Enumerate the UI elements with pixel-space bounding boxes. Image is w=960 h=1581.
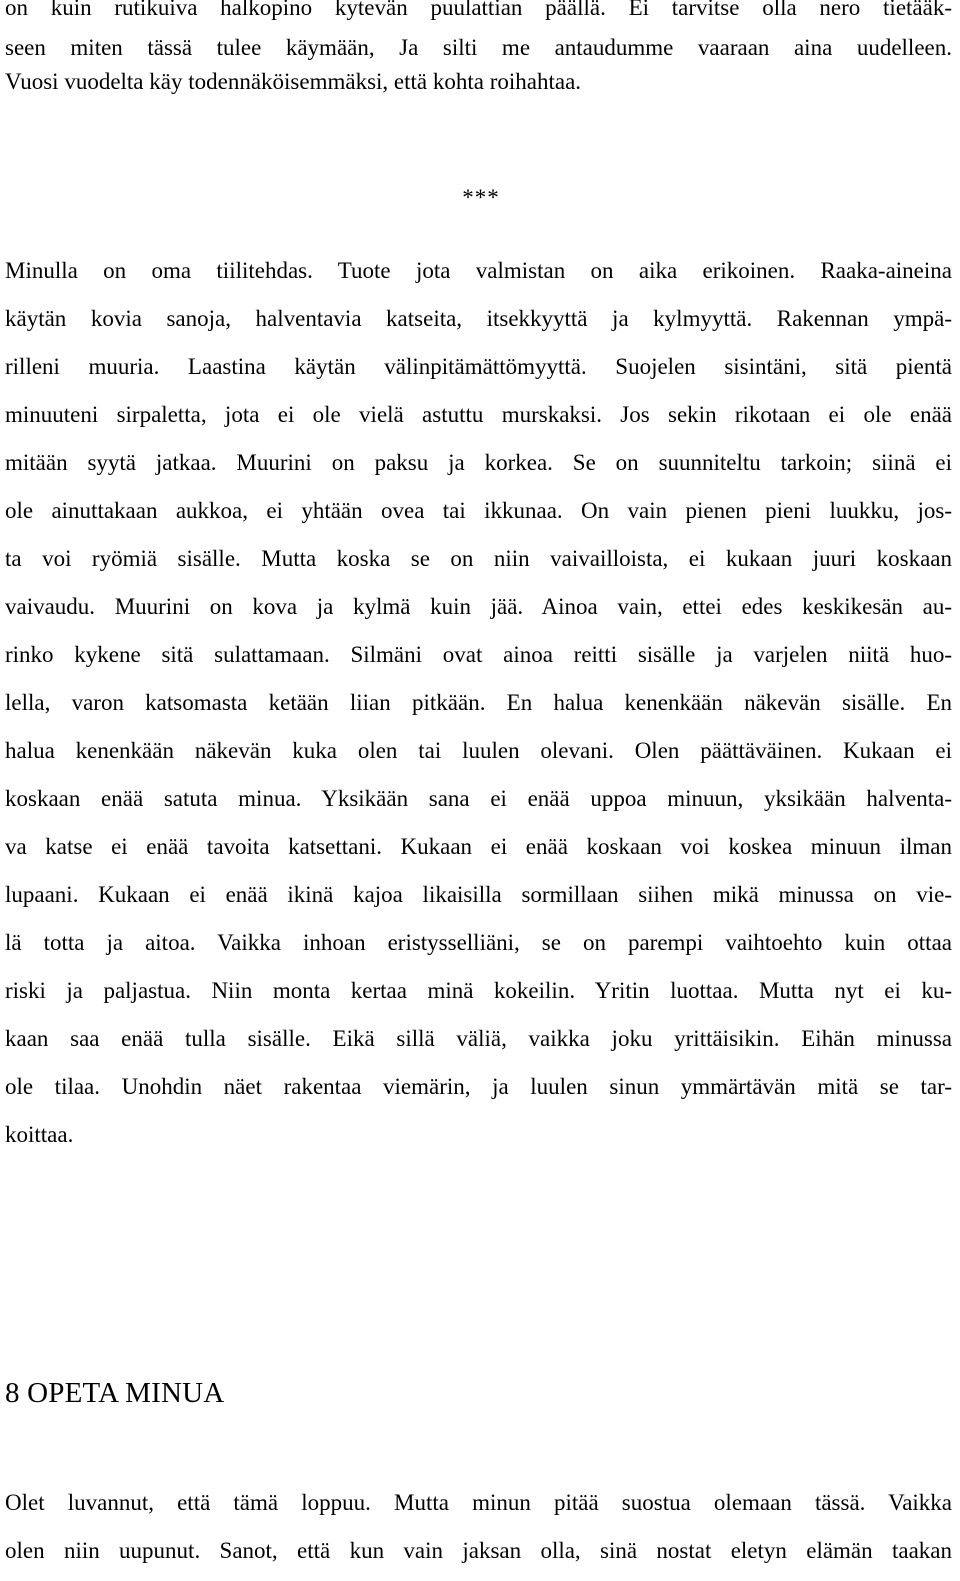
text-line: lupaani. Kukaan ei enää ikinä kajoa likaisilla sormillaan siihen mikä minussa on vie- bbox=[5, 882, 952, 907]
chapter-heading: 8 OPETA MINUA bbox=[5, 1377, 225, 1409]
text-line: minuuteni sirpaletta, jota ei ole vielä astuttu murskaksi. Jos sekin rikotaan ei ole enää bbox=[5, 402, 952, 427]
text-line: ole ainuttakaan aukkoa, ei yhtään ovea tai ikkunaa. On vain pienen pieni luukku, jos- bbox=[5, 498, 952, 523]
text-line: Vuosi vuodelta käy todennäköisemmäksi, että kohta roihahtaa. bbox=[5, 69, 582, 94]
text-line: lella, varon katsomasta ketään liian pitkään. En halua kenenkään näkevän sisälle. En bbox=[5, 690, 952, 715]
text-line: ta voi ryömiä sisälle. Mutta koska se on niin vaivailloista, ei kukaan juuri koskaan bbox=[5, 546, 952, 571]
text-line: vaivaudu. Muurini on kova ja kylmä kuin jää. Ainoa vain, ettei edes keskikesän au- bbox=[5, 594, 952, 619]
text-line: ole tilaa. Unohdin näet rakentaa viemärin, ja luulen sinun ymmärtävän mitä se tar- bbox=[5, 1074, 952, 1099]
text-line: va katse ei enää tavoita katsettani. Kukaan ei enää koskaan voi koskea minuun ilman bbox=[5, 834, 952, 859]
text-line: seen miten tässä tulee käymään, Ja silti me antaudumme vaaraan aina uudelleen. bbox=[5, 35, 952, 60]
text-line: koittaa. bbox=[5, 1122, 74, 1147]
text-line: olen niin uupunut. Sanot, että kun vain jaksan olla, sinä nostat eletyn elämän taakan bbox=[5, 1538, 952, 1563]
text-line: lä totta ja aitoa. Vaikka inhoan eristysselliäni, se on parempi vaihtoehto kuin ottaa bbox=[5, 930, 952, 955]
text-line: halua kenenkään näkevän kuka olen tai luulen olevani. Olen päättäväinen. Kukaan ei bbox=[5, 738, 952, 763]
text-line: kaan saa enää tulla sisälle. Eikä sillä väliä, vaikka joku yrittäisikin. Eihän minussa bbox=[5, 1026, 952, 1051]
text-line: rilleni muuria. Laastina käytän välinpitämättömyyttä. Suojelen sisintäni, sitä pientä bbox=[5, 354, 952, 379]
text-line: Minulla on oma tiilitehdas. Tuote jota valmistan on aika erikoinen. Raaka-aineina bbox=[5, 258, 952, 283]
section-separator: *** bbox=[462, 185, 500, 210]
text-line: koskaan enää satuta minua. Yksikään sana ei enää uppoa minuun, yksikään halventa- bbox=[5, 786, 952, 811]
text-line: Olet luvannut, että tämä loppuu. Mutta minun pitää suostua olemaan tässä. Vaikka bbox=[5, 1490, 952, 1515]
text-line: rinko kykene sitä sulattamaan. Silmäni ovat ainoa reitti sisälle ja varjelen niitä huo- bbox=[5, 642, 952, 667]
text-line: on kuin rutikuiva halkopino kytevän puulattian päällä. Ei tarvitse olla nero tietääk- bbox=[5, 0, 952, 20]
text-line: riski ja paljastua. Niin monta kertaa minä kokeilin. Yritin luottaa. Mutta nyt ei ku- bbox=[5, 978, 952, 1003]
text-line: mitään syytä jatkaa. Muurini on paksu ja korkea. Se on suunniteltu tarkoin; siinä ei bbox=[5, 450, 952, 475]
text-line: käytän kovia sanoja, halventavia katseita, itsekkyyttä ja kylmyyttä. Rakennan ympä- bbox=[5, 306, 952, 331]
